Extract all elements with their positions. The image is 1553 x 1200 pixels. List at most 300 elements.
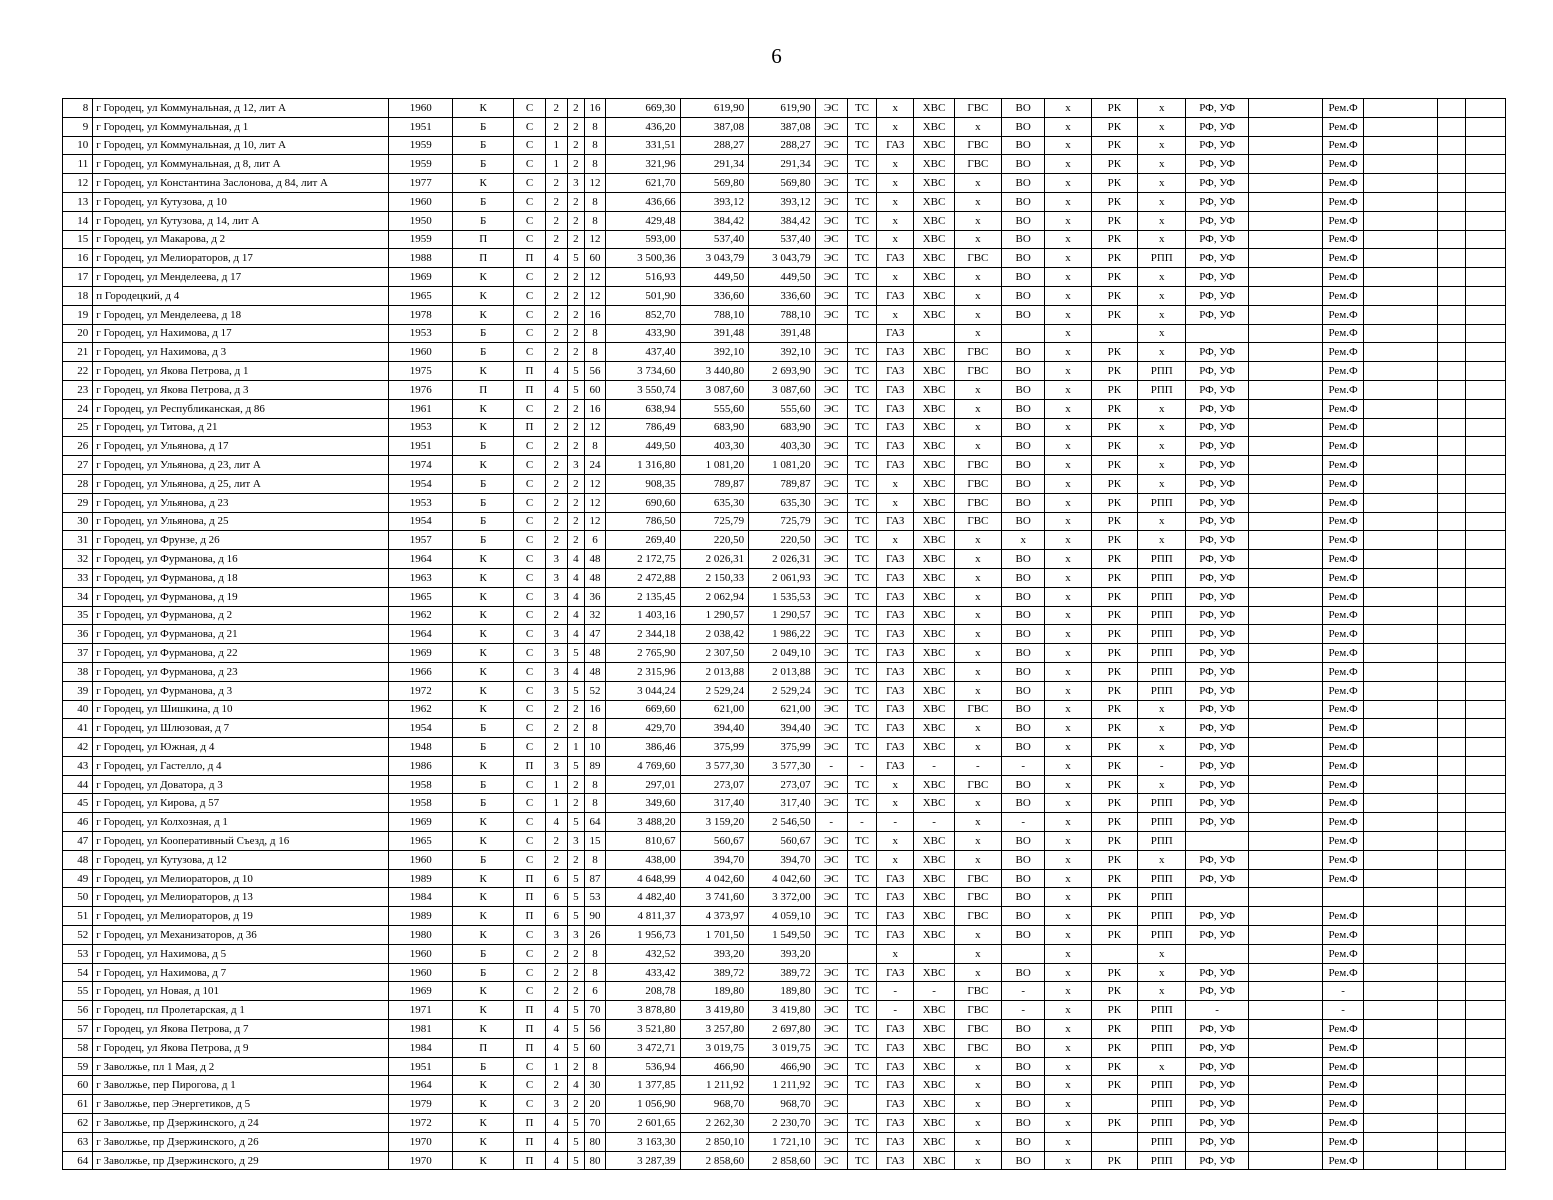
cell-heating: ТС: [847, 249, 876, 268]
cell-col-empty-2: [1363, 493, 1438, 512]
cell-distribution: РК: [1091, 174, 1137, 193]
table-row: [63, 531, 1506, 550]
cell-elevator: х: [1138, 437, 1186, 456]
cell-year-built: 1950: [389, 211, 452, 230]
cell-distribution: РК: [1091, 117, 1137, 136]
cell-waste-chute: х: [1045, 512, 1091, 531]
cell-year-built: 1960: [389, 99, 452, 118]
cell-col-empty-3: [1438, 155, 1465, 174]
cell-col-empty-2: [1363, 531, 1438, 550]
cell-col-empty-2: [1363, 926, 1438, 945]
cell-elevator: РПП: [1138, 869, 1186, 888]
cell-sewerage: ВО: [1002, 117, 1045, 136]
cell-entrances: 2: [545, 1076, 567, 1095]
table-row: [63, 399, 1506, 418]
cell-distribution: РК: [1091, 230, 1137, 249]
cell-year-built: 1962: [389, 606, 452, 625]
cell-year-built: 1965: [389, 587, 452, 606]
cell-col-empty-4: [1465, 550, 1506, 569]
cell-distribution: РК: [1091, 662, 1137, 681]
cell-wall-material: Б: [452, 944, 513, 963]
cell-waste-chute: х: [1045, 681, 1091, 700]
table-row: [63, 418, 1506, 437]
cell-wall-material: Б: [452, 794, 513, 813]
cell-row-number: 36: [63, 625, 93, 644]
cell-entrances: 2: [545, 418, 567, 437]
cell-floors: 2: [567, 136, 584, 155]
table-row: [63, 550, 1506, 569]
cell-residential-area: 393,12: [680, 192, 749, 211]
cell-wall-material: П: [452, 380, 513, 399]
cell-address: г Заволжье, пер Пирогова, д 1: [93, 1076, 389, 1095]
cell-sewerage: ВО: [1002, 1132, 1045, 1151]
cell-total-area: 433,90: [606, 324, 681, 343]
cell-row-number: 45: [63, 794, 93, 813]
cell-floors: 5: [567, 1038, 584, 1057]
cell-col-empty-3: [1438, 174, 1465, 193]
cell-sewerage: ВО: [1002, 136, 1045, 155]
cell-wall-material: Б: [452, 343, 513, 362]
cell-entrances: 2: [545, 493, 567, 512]
cell-cold-water: ХВС: [914, 305, 954, 324]
cell-gas: х: [877, 775, 914, 794]
cell-cold-water: ХВС: [914, 587, 954, 606]
cell-col-empty-1: [1248, 963, 1323, 982]
cell-repair-fund-2: Рем.Ф: [1323, 719, 1363, 738]
cell-apartments: 70: [584, 1114, 605, 1133]
table-row: [63, 474, 1506, 493]
cell-col-empty-3: [1438, 324, 1465, 343]
cell-apartments: 16: [584, 700, 605, 719]
cell-repair-fund-2: Рем.Ф: [1323, 700, 1363, 719]
cell-wall-material: Б: [452, 719, 513, 738]
cell-repair-fund: РФ, УФ: [1186, 1038, 1248, 1057]
cell-address: г Городец, ул Фурманова, д 19: [93, 587, 389, 606]
cell-wall-material: К: [452, 869, 513, 888]
cell-gas: ГАЗ: [877, 324, 914, 343]
cell-apartments: 24: [584, 456, 605, 475]
cell-waste-chute: х: [1045, 1038, 1091, 1057]
cell-waste-chute: х: [1045, 99, 1091, 118]
cell-address: г Городец, ул Кирова, д 57: [93, 794, 389, 813]
cell-elevator: РПП: [1138, 493, 1186, 512]
cell-entrances: 4: [545, 1001, 567, 1020]
table-row: [63, 1076, 1506, 1095]
cell-col-empty-3: [1438, 888, 1465, 907]
cell-col-empty-4: [1465, 324, 1506, 343]
cell-electricity: ЭС: [815, 136, 847, 155]
cell-total-area: 1 316,80: [606, 456, 681, 475]
cell-gas: ГАЗ: [877, 437, 914, 456]
cell-heating: ТС: [847, 681, 876, 700]
cell-elevator: РПП: [1138, 249, 1186, 268]
cell-repair-fund-2: Рем.Ф: [1323, 155, 1363, 174]
cell-residential-area: 2 150,33: [680, 568, 749, 587]
cell-distribution: [1091, 1095, 1137, 1114]
cell-col-empty-4: [1465, 268, 1506, 287]
cell-repair-fund: РФ, УФ: [1186, 493, 1248, 512]
cell-col-empty-4: [1465, 907, 1506, 926]
cell-gas: ГАЗ: [877, 907, 914, 926]
cell-sewerage: ВО: [1002, 832, 1045, 851]
cell-private-area: 389,72: [749, 963, 816, 982]
cell-roof-type: С: [514, 117, 545, 136]
cell-electricity: ЭС: [815, 832, 847, 851]
cell-gas: ГАЗ: [877, 926, 914, 945]
cell-gas: ГАЗ: [877, 399, 914, 418]
cell-total-area: 4 769,60: [606, 756, 681, 775]
cell-distribution: РК: [1091, 1020, 1137, 1039]
cell-hot-water: х: [954, 850, 1001, 869]
cell-floors: 2: [567, 286, 584, 305]
cell-waste-chute: х: [1045, 907, 1091, 926]
table-row: [63, 305, 1506, 324]
cell-row-number: 25: [63, 418, 93, 437]
table-row: [63, 926, 1506, 945]
cell-roof-type: С: [514, 99, 545, 118]
cell-waste-chute: х: [1045, 155, 1091, 174]
cell-wall-material: К: [452, 606, 513, 625]
cell-residential-area: 537,40: [680, 230, 749, 249]
cell-hot-water: ГВС: [954, 512, 1001, 531]
cell-roof-type: С: [514, 662, 545, 681]
cell-address: г Городец, ул Фурманова, д 2: [93, 606, 389, 625]
cell-col-empty-1: [1248, 230, 1323, 249]
cell-entrances: 2: [545, 268, 567, 287]
cell-waste-chute: х: [1045, 437, 1091, 456]
cell-roof-type: С: [514, 493, 545, 512]
table-row: [63, 568, 1506, 587]
cell-col-empty-3: [1438, 286, 1465, 305]
table-row: [63, 211, 1506, 230]
cell-hot-water: х: [954, 268, 1001, 287]
cell-row-number: 64: [63, 1151, 93, 1170]
cell-electricity: ЭС: [815, 1001, 847, 1020]
cell-private-area: 968,70: [749, 1095, 816, 1114]
cell-floors: 4: [567, 550, 584, 569]
cell-sewerage: [1002, 324, 1045, 343]
cell-col-empty-1: [1248, 192, 1323, 211]
cell-repair-fund: РФ, УФ: [1186, 1095, 1248, 1114]
cell-year-built: 1964: [389, 1076, 452, 1095]
cell-col-empty-2: [1363, 850, 1438, 869]
cell-distribution: РК: [1091, 738, 1137, 757]
cell-col-empty-4: [1465, 192, 1506, 211]
cell-electricity: ЭС: [815, 399, 847, 418]
cell-gas: х: [877, 174, 914, 193]
cell-gas: ГАЗ: [877, 662, 914, 681]
cell-sewerage: ВО: [1002, 211, 1045, 230]
cell-elevator: х: [1138, 775, 1186, 794]
cell-row-number: 35: [63, 606, 93, 625]
cell-waste-chute: х: [1045, 982, 1091, 1001]
cell-heating: [847, 324, 876, 343]
cell-floors: 4: [567, 1076, 584, 1095]
cell-repair-fund: РФ, УФ: [1186, 362, 1248, 381]
cell-apartments: 60: [584, 249, 605, 268]
cell-wall-material: К: [452, 1095, 513, 1114]
cell-waste-chute: х: [1045, 192, 1091, 211]
cell-repair-fund: РФ, УФ: [1186, 286, 1248, 305]
cell-distribution: РК: [1091, 1114, 1137, 1133]
cell-hot-water: х: [954, 681, 1001, 700]
cell-repair-fund-2: Рем.Ф: [1323, 136, 1363, 155]
cell-hot-water: ГВС: [954, 1038, 1001, 1057]
table-row: [63, 700, 1506, 719]
cell-repair-fund: РФ, УФ: [1186, 268, 1248, 287]
cell-col-empty-4: [1465, 211, 1506, 230]
cell-repair-fund-2: Рем.Ф: [1323, 1151, 1363, 1170]
cell-waste-chute: х: [1045, 850, 1091, 869]
cell-electricity: ЭС: [815, 418, 847, 437]
cell-heating: ТС: [847, 305, 876, 324]
cell-row-number: 17: [63, 268, 93, 287]
cell-sewerage: ВО: [1002, 474, 1045, 493]
cell-wall-material: П: [452, 1038, 513, 1057]
cell-private-area: 189,80: [749, 982, 816, 1001]
cell-total-area: 2 315,96: [606, 662, 681, 681]
cell-private-area: 2 061,93: [749, 568, 816, 587]
cell-sewerage: ВО: [1002, 1151, 1045, 1170]
cell-address: г Городец, ул Коммунальная, д 12, лит А: [93, 99, 389, 118]
cell-waste-chute: х: [1045, 174, 1091, 193]
table-row: [63, 775, 1506, 794]
cell-total-area: 437,40: [606, 343, 681, 362]
table-row: [63, 286, 1506, 305]
cell-col-empty-1: [1248, 587, 1323, 606]
cell-address: г Городец, ул Коммунальная, д 1: [93, 117, 389, 136]
cell-gas: ГАЗ: [877, 869, 914, 888]
cell-col-empty-3: [1438, 1076, 1465, 1095]
cell-electricity: ЭС: [815, 1020, 847, 1039]
cell-col-empty-1: [1248, 850, 1323, 869]
cell-gas: ГАЗ: [877, 418, 914, 437]
cell-repair-fund: РФ, УФ: [1186, 606, 1248, 625]
cell-residential-area: 394,70: [680, 850, 749, 869]
cell-year-built: 1957: [389, 531, 452, 550]
cell-row-number: 8: [63, 99, 93, 118]
cell-col-empty-1: [1248, 512, 1323, 531]
cell-floors: 5: [567, 362, 584, 381]
table-row: [63, 174, 1506, 193]
cell-gas: х: [877, 493, 914, 512]
cell-hot-water: ГВС: [954, 155, 1001, 174]
cell-col-empty-4: [1465, 775, 1506, 794]
cell-total-area: 438,00: [606, 850, 681, 869]
cell-col-empty-2: [1363, 681, 1438, 700]
cell-wall-material: Б: [452, 192, 513, 211]
cell-residential-area: 789,87: [680, 474, 749, 493]
cell-sewerage: -: [1002, 756, 1045, 775]
cell-repair-fund: РФ, УФ: [1186, 568, 1248, 587]
cell-private-area: 1 535,53: [749, 587, 816, 606]
cell-roof-type: С: [514, 512, 545, 531]
cell-col-empty-1: [1248, 550, 1323, 569]
cell-col-empty-1: [1248, 249, 1323, 268]
cell-row-number: 41: [63, 719, 93, 738]
cell-repair-fund: РФ, УФ: [1186, 587, 1248, 606]
cell-address: г Городец, ул Ульянова, д 25: [93, 512, 389, 531]
cell-electricity: ЭС: [815, 343, 847, 362]
cell-waste-chute: х: [1045, 456, 1091, 475]
cell-hot-water: х: [954, 380, 1001, 399]
cell-hot-water: х: [954, 813, 1001, 832]
cell-gas: ГАЗ: [877, 1095, 914, 1114]
cell-electricity: ЭС: [815, 230, 847, 249]
cell-apartments: 16: [584, 399, 605, 418]
cell-gas: ГАЗ: [877, 963, 914, 982]
cell-col-empty-1: [1248, 719, 1323, 738]
cell-repair-fund-2: Рем.Ф: [1323, 587, 1363, 606]
cell-floors: 2: [567, 324, 584, 343]
cell-row-number: 55: [63, 982, 93, 1001]
cell-entrances: 1: [545, 1057, 567, 1076]
cell-row-number: 29: [63, 493, 93, 512]
cell-private-area: 375,99: [749, 738, 816, 757]
cell-elevator: РПП: [1138, 362, 1186, 381]
cell-floors: 2: [567, 230, 584, 249]
cell-entrances: 2: [545, 324, 567, 343]
cell-year-built: 1971: [389, 1001, 452, 1020]
cell-private-area: 394,70: [749, 850, 816, 869]
cell-private-area: 2 230,70: [749, 1114, 816, 1133]
cell-col-empty-1: [1248, 1095, 1323, 1114]
cell-col-empty-1: [1248, 1114, 1323, 1133]
cell-wall-material: К: [452, 286, 513, 305]
cell-sewerage: ВО: [1002, 437, 1045, 456]
cell-distribution: РК: [1091, 1151, 1137, 1170]
cell-heating: [847, 944, 876, 963]
cell-repair-fund-2: Рем.Ф: [1323, 1132, 1363, 1151]
cell-floors: 2: [567, 474, 584, 493]
cell-wall-material: К: [452, 756, 513, 775]
cell-entrances: 2: [545, 512, 567, 531]
cell-distribution: РК: [1091, 268, 1137, 287]
cell-elevator: х: [1138, 268, 1186, 287]
cell-address: г Заволжье, пр Дзержинского, д 29: [93, 1151, 389, 1170]
cell-year-built: 1969: [389, 644, 452, 663]
table-row: [63, 869, 1506, 888]
cell-sewerage: ВО: [1002, 1020, 1045, 1039]
cell-gas: ГАЗ: [877, 286, 914, 305]
cell-col-empty-3: [1438, 756, 1465, 775]
cell-gas: х: [877, 230, 914, 249]
cell-repair-fund-2: Рем.Ф: [1323, 174, 1363, 193]
cell-heating: ТС: [847, 550, 876, 569]
cell-elevator: х: [1138, 211, 1186, 230]
table-row: [63, 944, 1506, 963]
cell-floors: 2: [567, 211, 584, 230]
cell-electricity: ЭС: [815, 662, 847, 681]
cell-electricity: ЭС: [815, 963, 847, 982]
cell-electricity: ЭС: [815, 907, 847, 926]
cell-hot-water: х: [954, 1132, 1001, 1151]
cell-waste-chute: х: [1045, 1095, 1091, 1114]
cell-address: г Городец, ул Нахимова, д 7: [93, 963, 389, 982]
cell-sewerage: ВО: [1002, 775, 1045, 794]
cell-private-area: 555,60: [749, 399, 816, 418]
cell-col-empty-4: [1465, 625, 1506, 644]
cell-repair-fund-2: Рем.Ф: [1323, 362, 1363, 381]
cell-col-empty-1: [1248, 324, 1323, 343]
cell-col-empty-4: [1465, 174, 1506, 193]
cell-col-empty-1: [1248, 1132, 1323, 1151]
cell-distribution: РК: [1091, 982, 1137, 1001]
cell-residential-area: 3 043,79: [680, 249, 749, 268]
table-row: [63, 982, 1506, 1001]
cell-sewerage: ВО: [1002, 907, 1045, 926]
cell-electricity: ЭС: [815, 117, 847, 136]
cell-entrances: 3: [545, 568, 567, 587]
cell-heating: ТС: [847, 1020, 876, 1039]
table-row: [63, 606, 1506, 625]
cell-col-empty-1: [1248, 1001, 1323, 1020]
cell-col-empty-2: [1363, 719, 1438, 738]
cell-gas: -: [877, 982, 914, 1001]
cell-waste-chute: х: [1045, 1151, 1091, 1170]
table-row: [63, 99, 1506, 118]
cell-col-empty-4: [1465, 850, 1506, 869]
cell-residential-area: 968,70: [680, 1095, 749, 1114]
cell-sewerage: ВО: [1002, 644, 1045, 663]
cell-year-built: 1960: [389, 343, 452, 362]
cell-total-area: 3 163,30: [606, 1132, 681, 1151]
cell-col-empty-4: [1465, 756, 1506, 775]
cell-roof-type: С: [514, 437, 545, 456]
cell-roof-type: П: [514, 1020, 545, 1039]
cell-apartments: 8: [584, 850, 605, 869]
cell-hot-water: ГВС: [954, 888, 1001, 907]
cell-repair-fund-2: -: [1323, 1001, 1363, 1020]
cell-col-empty-4: [1465, 832, 1506, 851]
cell-entrances: 2: [545, 700, 567, 719]
cell-year-built: 1963: [389, 568, 452, 587]
cell-wall-material: К: [452, 305, 513, 324]
cell-repair-fund-2: Рем.Ф: [1323, 1038, 1363, 1057]
cell-floors: 5: [567, 907, 584, 926]
cell-address: г Городец, ул Гастелло, д 4: [93, 756, 389, 775]
cell-total-area: 449,50: [606, 437, 681, 456]
cell-entrances: 1: [545, 794, 567, 813]
cell-private-area: 2 546,50: [749, 813, 816, 832]
cell-electricity: ЭС: [815, 362, 847, 381]
cell-hot-water: х: [954, 192, 1001, 211]
cell-hot-water: ГВС: [954, 907, 1001, 926]
table-row: [63, 625, 1506, 644]
cell-distribution: РК: [1091, 1057, 1137, 1076]
cell-floors: 5: [567, 756, 584, 775]
cell-apartments: 16: [584, 305, 605, 324]
cell-col-empty-3: [1438, 437, 1465, 456]
cell-residential-area: 2 858,60: [680, 1151, 749, 1170]
table-row: [63, 1132, 1506, 1151]
cell-heating: ТС: [847, 399, 876, 418]
cell-total-area: 621,70: [606, 174, 681, 193]
cell-year-built: 1954: [389, 474, 452, 493]
table-row: [63, 249, 1506, 268]
cell-floors: 2: [567, 963, 584, 982]
cell-row-number: 38: [63, 662, 93, 681]
cell-wall-material: К: [452, 1151, 513, 1170]
cell-elevator: РПП: [1138, 644, 1186, 663]
cell-wall-material: К: [452, 399, 513, 418]
cell-wall-material: П: [452, 230, 513, 249]
cell-private-area: 394,40: [749, 719, 816, 738]
cell-distribution: РК: [1091, 907, 1137, 926]
cell-row-number: 26: [63, 437, 93, 456]
table-row: [63, 1038, 1506, 1057]
cell-apartments: 36: [584, 587, 605, 606]
